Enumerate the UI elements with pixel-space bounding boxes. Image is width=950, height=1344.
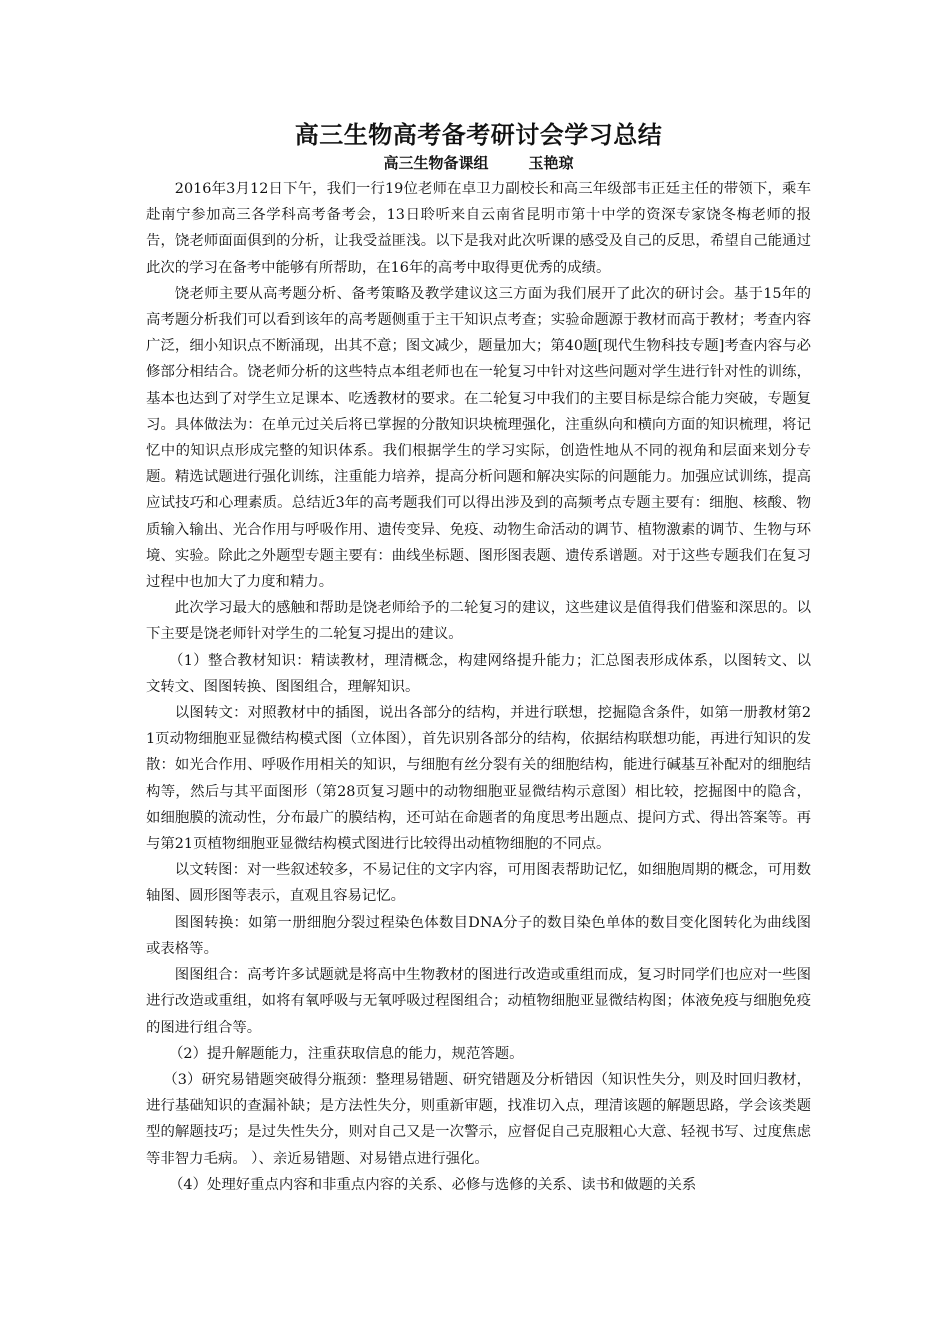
paragraph-analysis: 饶老师主要从高考题分析、备考策略及教学建议这三方面为我们展开了此次的研讨会。基于15年的高考题分析我们可以看到该年的高考题侧重于主干知识点考查；实验命题源于教材而高于教材；考查内容广泛，细小知识点不断涌现，出其不意；图文减少，题量加大；第40题[现代生物科技专题]考查内容与必修部分相结合。饶老师分析的这些特点本组老师也在一轮复习中针对这些问题对学生进行针对性的训练，基本也达到了对学生立足课本、吃透教材的要求。在二轮复习中我们的主要目标是综合能力突破，专题复习。具体做法为：在单元过关后将已掌握的分散知识块梳理强化，注重纵向和横向方面的知识梳理，将记忆中的知识点形成完整的知识体系。我们根据学生的学习实际，创造性地从不同的视角和层面来划分专题。精选试题进行强化训练，注重能力培养，提高分析问题和解决实际的问题能力。加强应试训练，提高应试技巧和心理素质。总结近3年的高考题我们可以得出涉及到的高频考点专题主要有：细胞、核酸、物质输入输出、光合作用与呼吸作用、遗传变异、免疫、动物生命活动的调节、植物激素的调节、生物与环境、实验。除此之外题型专题主要有：曲线坐标题、图形图表题、遗传系谱题。对于这些专题我们在复习过程中也加大了力度和精力。 xyxy=(146,285,811,591)
byline-author: 玉艳琼 xyxy=(528,154,574,172)
paragraph-image-conversion: 图图转换：如第一册细胞分裂过程染色体数目DNA分子的数目染色单体的数目变化图转化为曲线图或表格等。 xyxy=(146,914,811,957)
document-title: 高三生物高考备考研讨会学习总结 xyxy=(294,121,663,149)
paragraph-item-1: （1）整合教材知识：精读教材，理清概念，构建网络提升能力；汇总图表形成体系，以图转文、以文转文、图图转换、图图组合，理解知识。 xyxy=(146,652,811,695)
byline-group: 高三生物备课组 xyxy=(383,154,489,172)
paragraph-item-2: （2）提升解题能力，注重获取信息的能力，规范答题。 xyxy=(169,1045,524,1062)
paragraph-item-4: （4）处理好重点内容和非重点内容的关系、必修与选修的关系、读书和做题的关系 xyxy=(169,1176,697,1193)
paragraph-suggestions-intro: 此次学习最大的感触和帮助是饶老师给予的二轮复习的建议，这些建议是值得我们借鉴和深思的。以下主要是饶老师针对学生的二轮复习提出的建议。 xyxy=(146,600,811,643)
document-byline xyxy=(146,152,811,174)
paragraph-image-combination: 图图组合：高考许多试题就是将高中生物教材的图进行改造或重组而成，复习时同学们也应对一些图进行改造或重组，如将有氧呼吸与无氧呼吸过程图组合；动植物细胞亚显微结构图；体液免疫与细胞免疫的图进行组合等。 xyxy=(146,967,811,1036)
document-page xyxy=(146,118,811,1198)
paragraph-image-to-text: 以图转文：对照教材中的插图，说出各部分的结构，并进行联想，挖掘隐含条件，如第一册教材第21页动物细胞亚显微结构模式图（立体图），首先识别各部分的结构，依据结构联想功能，再进行知识的发散：如光合作用、呼吸作用相关的知识，与细胞有丝分裂有关的细胞结构，能进行碱基互补配对的细胞结构等，然后与其平面图形（第28页复习题中的动物细胞亚显微结构示意图）相比较，挖掘图中的隐含，如细胞膜的流动性，分布最广的膜结构，还可站在命题者的角度思考出题点、提问方式、得出答案等。再与第21页植物细胞亚显微结构模式图进行比较得出动植物细胞的不同点。 xyxy=(146,705,811,853)
paragraph-text-to-image: 以文转图：对一些叙述较多，不易记住的文字内容，可用图表帮助记忆，如细胞周期的概念，可用数轴图、圆形图等表示，直观且容易记忆。 xyxy=(146,862,811,905)
paragraph-item-3: （3）研究易错题突破得分瓶颈：整理易错题、研究错题及分析错因（知识性失分，则及时回归教材，进行基础知识的查漏补缺；是方法性失分，则重新审题，找准切入点，理清该题的解题思路，学会该类题型的解题技巧；是过失性失分，则对自己又是一次警示，应督促自己克服粗心大意、轻视书写、过度焦虑等非智力毛病。 ）、亲近易错题、对易错点进行强化。 xyxy=(146,1071,811,1167)
paragraph-intro: 2016年3月12日下午，我们一行19位老师在卓卫力副校长和高三年级部韦正廷主任的带领下，乘车赴南宁参加高三各学科高考备考会，13日聆听来自云南省昆明市第十中学的资深专家饶冬梅老师的报告，饶老师面面俱到的分析，让我受益匪浅。以下是我对此次听课的感受及自己的反思，希望自己能通过此次的学习在备考中能够有所帮助，在16年的高考中取得更优秀的成绩。 xyxy=(146,181,811,276)
